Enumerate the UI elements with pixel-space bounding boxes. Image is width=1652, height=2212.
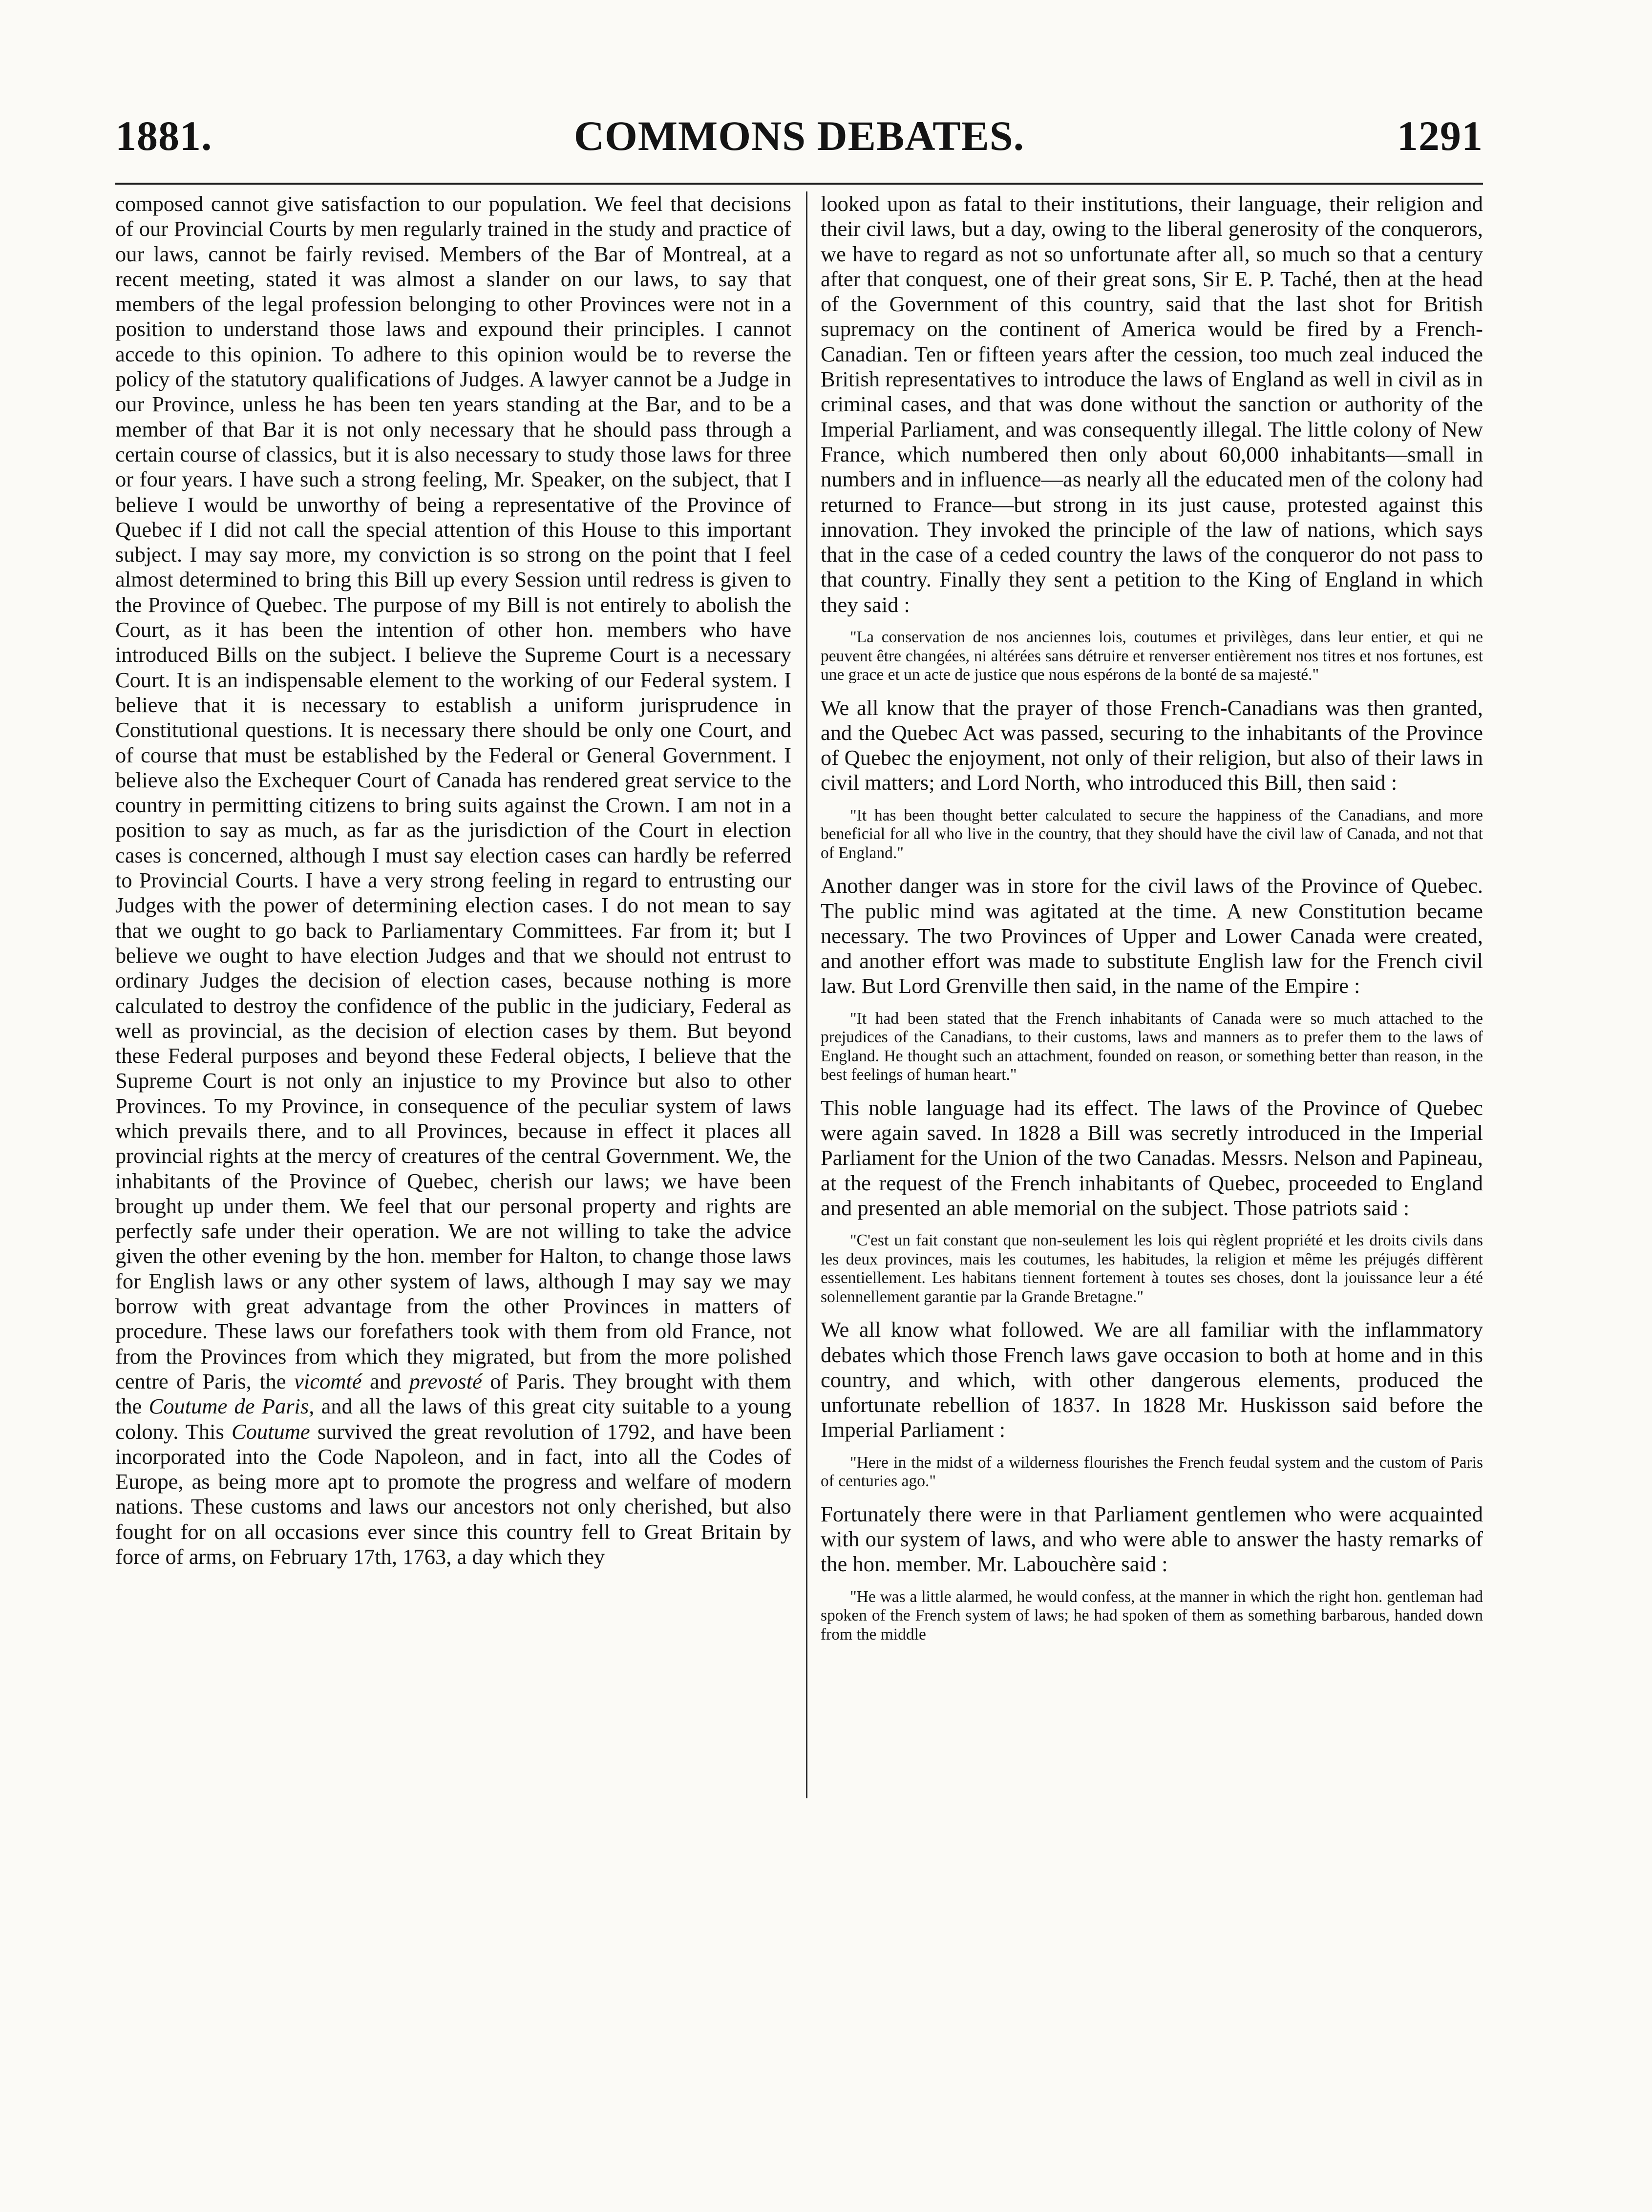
header-title: COMMONS DEBATES. (573, 112, 1025, 159)
left-column (115, 191, 791, 1813)
right-paragraph-1: looked upon as fatal to their institutions, their language, their religion and their civil laws, but a day, owing to the liberal generosity of the conquerors, we have to regard as not so unfortunate after all, so much so that a century after that conquest, one of their great sons, Sir E. P. Taché, then at the head of the Government of this country, said that the last shot for British supremacy on the continent of America would be fired by a French-Canadian. Ten or fifteen years after the cession, too much zeal induced the British representatives to introduce the laws of England as well in civil as in criminal cases, and that was done without the sanction or authority of the Imperial Parliament, and was consequently illegal. The little colony of New France, which numbered then only about 60,000 inhabitants—small in numbers and in influence—as nearly all the educated men of the colony had returned to France—but strong in its just cause, protested against this innovation. They invoked the principle of the law of nations, which says that in the case of a ceded country the laws of the conqueror do not pass to that country. Finally they sent a petition to the King of England in which they said : (821, 191, 1483, 617)
right-quote-3: "It had been stated that the French inhabitants of Canada were so much attached to the prejudices of the Canadians, to their customs, laws and manners as to prefer them to the laws of England. He thought such an attachment, founded on reason, or something better than reason, in the best feelings of human heart." (821, 1009, 1483, 1084)
left-text-5: survived the great revolution of 1792, and have been incorporated into the Code Napoleon, and in fact, into all the Codes of Europe, as being more apt to promote the progress and welfare of modern nations. These customs and laws our ancestors not only cherished, but also fought for on all occasions ever since this country fell to Great Britain by force of arms, on February 17th, 1763, a day which they (115, 1419, 791, 1569)
right-quote-5: "Here in the midst of a wilderness flourishes the French feudal system and the custom of Paris of centuries ago." (821, 1453, 1483, 1491)
left-italic-prevoste: prevosté (409, 1369, 482, 1393)
right-column (821, 191, 1483, 1813)
page-header (115, 111, 1483, 170)
left-italic-vicomte: vicomté (294, 1369, 362, 1393)
right-paragraph-5: We all know what followed. We are all familiar with the inflammatory debates which those French laws gave occasion to both at home and in this country, and which, with other dangerous elements, produced the unfortunate rebellion of 1837. In 1828 Mr. Huskisson said before the Imperial Parliament : (821, 1317, 1483, 1442)
left-column-paragraph (115, 191, 791, 1569)
right-quote-2: "It has been thought better calculated to secure the happiness of the Canadians, and more beneficial for all who live in the country, that they should have the civil law of Canada, and not that of England." (821, 806, 1483, 862)
right-paragraph-6: Fortunately there were in that Parliament gentlemen who were acquainted with our system of laws, and who were able to answer the hasty remarks of the hon. member. Mr. Labouchère said : (821, 1501, 1483, 1577)
right-paragraph-2: We all know that the prayer of those French-Canadians was then granted, and the Quebec Act was passed, securing to the inhabitants of the Province of Quebec the enjoyment, not only of their religion, but also of their laws in civil matters; and Lord North, who introduced this Bill, then said : (821, 695, 1483, 795)
left-text-2: and (361, 1369, 409, 1393)
header-page-number: 1291 (1397, 112, 1483, 159)
left-text-4: and all the laws of this great city suitable to a young colony. This (115, 1394, 791, 1444)
right-quote-1: "La conservation de nos anciennes lois, coutumes et privilèges, dans leur entier, et qui ne peuvent être changées, ni altérées sans détruire et renverser entièrement nos titres et nos fortunes, est une grace et un acte de justice que nous espérons de la bonté de sa majesté." (821, 628, 1483, 684)
right-paragraph-4: This noble language had its effect. The laws of the Province of Quebec were again saved. In 1828 a Bill was secretly introduced in the Imperial Parliament for the Union of the two Canadas. Messrs. Nelson and Papineau, at the request of the French inhabitants of Quebec, proceeded to England and presented an able memorial on the subject. Those patriots said : (821, 1095, 1483, 1220)
right-paragraph-3: Another danger was in store for the civil laws of the Province of Quebec. The public mind was agitated at the time. A new Constitution became necessary. The two Provinces of Upper and Lower Canada were created, and another effort was made to substitute English law for the French civil law. But Lord Grenville then said, in the name of the Empire : (821, 873, 1483, 998)
header-rule (115, 183, 1483, 185)
left-text-3: of Paris. They brought with them the (115, 1369, 791, 1419)
right-quote-4: "C'est un fait constant que non-seulement les lois qui règlent propriété et les droits civils dans les deux provinces, mais les coutumes, les habitudes, la religion et même les préjugés diffèrent essentiellement. Les habitans tiennent fortement à toutes ses choses, dont la jouissance leur a été solennellement garantie par la Grande Bretagne." (821, 1231, 1483, 1306)
column-separator (806, 191, 807, 1798)
left-italic-coutume-de-paris: Coutume de Paris, (148, 1394, 315, 1419)
left-italic-coutume: Coutume (231, 1419, 310, 1444)
left-text-1: composed cannot give satisfaction to our population. We feel that decisions of our Provincial Courts by men regularly trained in the study and practice of our laws, cannot be fairly revised. Members of the Bar of Montreal, at a recent meeting, stated it was almost a slander on our laws, to say that members of the legal profession belonging to other Provinces were not in a position to understand those laws and expound their principles. I cannot accede to this opinion. To adhere to this opinion would be to reverse the policy of the statutory qualifications of Judges. A lawyer cannot be a Judge in our Province, unless he has been ten years standing at the Bar, and to be a member of that Bar it is not only necessary that he should pass through a certain course of classics, but it is also necessary to study those laws for three or four years. I have such a strong feeling, Mr. Speaker, on the subject, that I believe I would be unworthy of being a representative of the Province of Quebec if I did not call the special attention of this House to this important subject. I may say more, my conviction is so strong on the point that I feel almost determined to bring this Bill up every Session until redress is given to the Province of Quebec. The purpose of my Bill is not entirely to abolish the Court, as it has been the intention of other hon. members who have introduced Bills on the subject. I believe the Supreme Court is a necessary Court. It is an indispensable element to the working of our Federal system. I believe that it is necessary to establish a uniform jurisprudence in Constitutional questions. It is necessary there should be only one Court, and of course that must be established by the Federal or General Government. I believe also the Exchequer Court of Canada has rendered great service to the country in permitting citizens to bring suits against the Crown. I am not in a position to say as much, as far as the jurisdiction of the Court in election cases is concerned, although I must say election cases can hardly be referred to Provincial Courts. I have a very strong feeling in regard to entrusting our Judges with the power of determining election cases. I do not mean to say that we ought to go back to Parliamentary Committees. Far from it; but I believe we ought to have election Judges and that we should not entrust to ordinary Judges the decision of election cases, because nothing is more calculated to destroy the confidence of the public in the judiciary, Federal as well as provincial, as the decision of election cases by them. But beyond these Federal purposes and beyond these Federal objects, I believe that the Supreme Court is not only an injustice to my Province but also to other Provinces. To my Province, in consequence of the peculiar system of laws which prevails there, and to all Provinces, because in effect it places all provincial rights at the mercy of creatures of the central Government. We, the inhabitants of the Province of Quebec, cherish our laws; we have been brought up under them. We feel that our personal property and rights are perfectly safe under their operation. We are not willing to take the advice given the other evening by the hon. member for Halton, to change those laws for English laws or any other system of laws, although I may say we may borrow with great advantage from the other Provinces in matters of procedure. These laws our forefathers took with them from old France, not from the Provinces from which they migrated, but from the more polished centre of Paris, the (115, 191, 791, 1393)
right-quote-6: "He was a little alarmed, he would confess, at the manner in which the right hon. gentleman had spoken of the French system of laws; he had spoken of them as something barbarous, handed down from the middle (821, 1587, 1483, 1643)
header-year: 1881. (115, 112, 212, 159)
